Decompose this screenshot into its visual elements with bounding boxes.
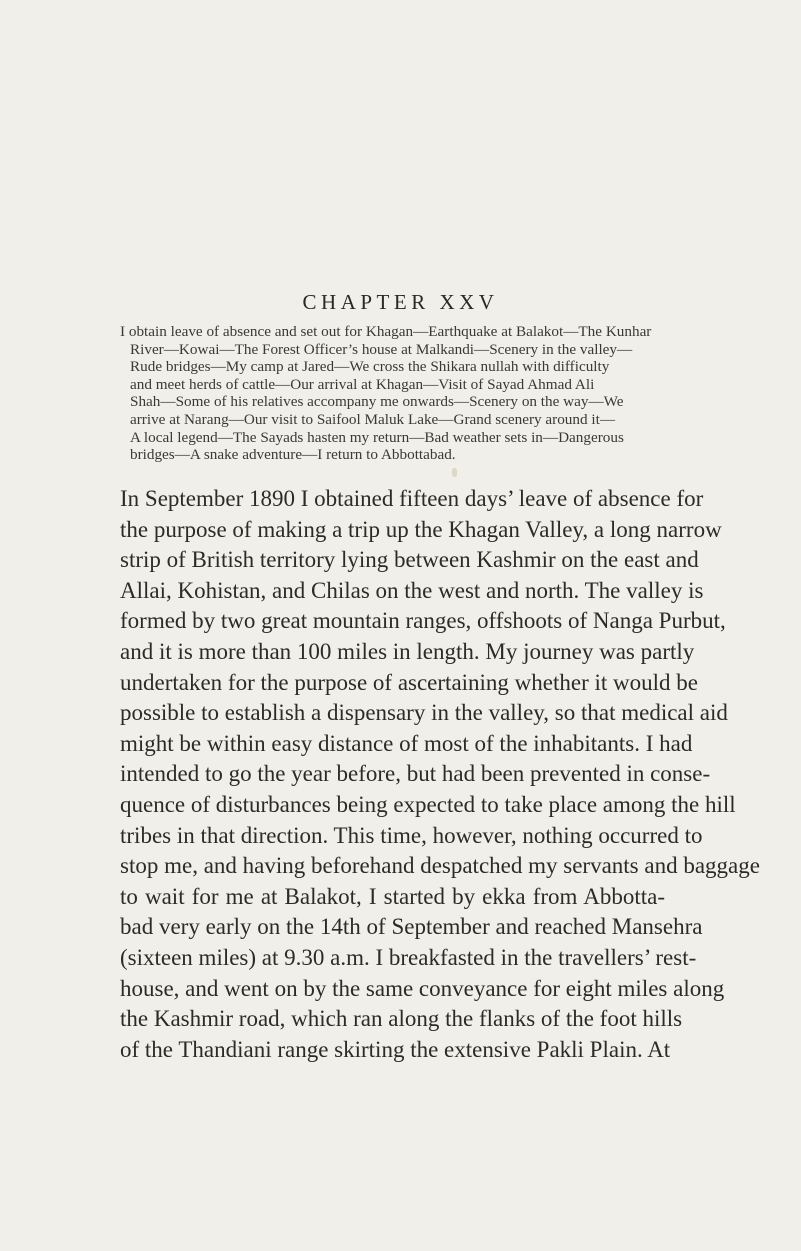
body-line: intended to go the year before, but had been prevented in conse- (120, 761, 711, 787)
synopsis-line: A local legend—The Sayads hasten my return—Bad weather sets in—Dangerous (130, 428, 624, 446)
body-line: of the Thandiani range skirting the extensive Pakli Plain. At (120, 1036, 671, 1062)
chapter-synopsis (120, 323, 662, 464)
synopsis-line: bridges—A snake adventure—I return to Abbottabad. (130, 446, 456, 464)
paper-blemish (452, 468, 457, 477)
body-line: formed by two great mountain ranges, offshoots of Nanga Purbut, (120, 608, 726, 634)
body-line: might be within easy distance of most of the inhabitants. I had (120, 730, 693, 756)
synopsis-line: arrive at Narang—Our visit to Saifool Maluk Lake—Grand scenery around it— (130, 410, 616, 428)
synopsis-line: Rude bridges—My camp at Jared—We cross the Shikara nullah with difficulty (130, 358, 610, 376)
body-line: strip of British territory lying between Kashmir on the east and (120, 547, 699, 573)
body-line: stop me, and having beforehand despatched my servants and baggage (120, 853, 760, 879)
synopsis-line: River—Kowai—The Forest Officer’s house at Malkandi—Scenery in the valley— (130, 340, 633, 358)
body-paragraph (120, 484, 760, 1065)
body-line: the purpose of making a trip up the Khagan Valley, a long narrow (120, 516, 722, 542)
synopsis-line: I obtain leave of absence and set out for Khagan—Earthquake at Balakot—The Kunhar (120, 323, 652, 340)
body-line: to wait for me at Balakot, I started by ekka from Abbotta- (120, 883, 665, 909)
body-line: quence of disturbances being expected to take place among the hill (120, 791, 736, 817)
body-line: undertaken for the purpose of ascertaining whether it would be (120, 669, 698, 695)
body-line: tribes in that direction. This time, however, nothing occurred to (120, 822, 703, 848)
body-line: and it is more than 100 miles in length. My journey was partly (120, 638, 695, 664)
body-line: house, and went on by the same conveyance for eight miles along (120, 975, 725, 1001)
body-line: bad very early on the 14th of September and reached Mansehra (120, 914, 703, 940)
chapter-title: CHAPTER XXV (302, 290, 499, 314)
body-line: the Kashmir road, which ran along the flanks of the foot hills (120, 1006, 683, 1032)
body-line: Allai, Kohistan, and Chilas on the west and north. The valley is (120, 577, 704, 603)
body-line: In September 1890 I obtained fifteen days’ leave of absence for (120, 486, 704, 511)
synopsis-line: Shah—Some of his relatives accompany me onwards—Scenery on the way—We (130, 393, 624, 411)
synopsis-line: and meet herds of cattle—Our arrival at Khagan—Visit of Sayad Ahmad Ali (130, 375, 595, 393)
body-line: possible to establish a dispensary in the valley, so that medical aid (120, 700, 728, 726)
body-line: (sixteen miles) at 9.30 a.m. I breakfasted in the travellers’ rest- (120, 944, 697, 970)
